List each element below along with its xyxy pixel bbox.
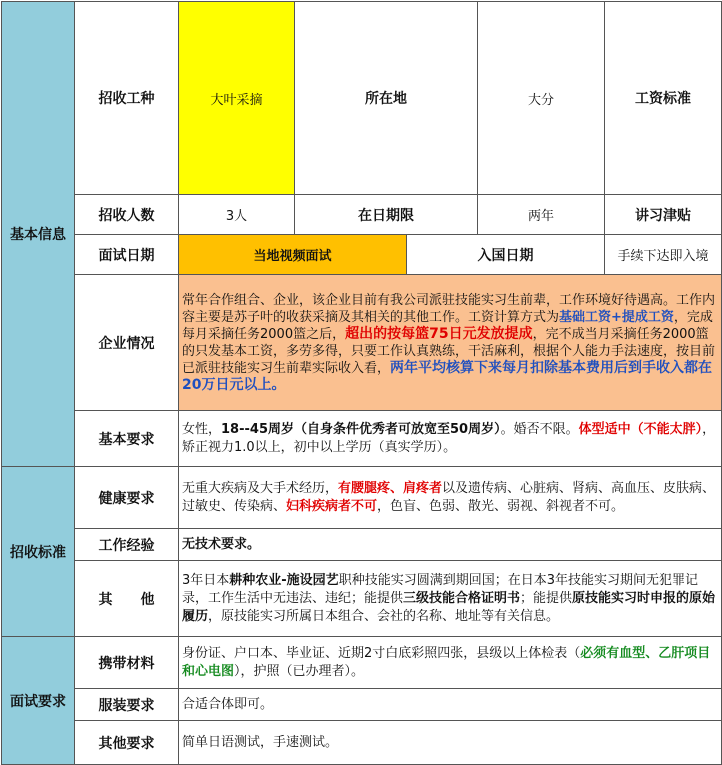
company-description: 常年合作组合、企业，该企业目前有我公司派驻技能实习生前辈，工作环境好待遇高。工作内容主要是苏子叶的收获采摘及其相关的其他工作。工资计算方式为基础工资+提成工资，完成每月采摘任务2000篮之后，超出的按每篮75日元发放提成，完不成当月采摘任务2000篮的只发基本工资，多劳多得，只要工作认真熟练，干活麻利，根据个人能力手法速度，按目前已派驻技能实习生前辈实际收入看，两年平均核算下来每月扣除基本费用后到手收入都在20万日元以上。 bbox=[179, 275, 722, 411]
other-req-value: 简单日语测试，手速测试。 bbox=[179, 721, 722, 765]
section-recruit-standard: 招收标准 bbox=[2, 467, 75, 637]
location-label: 所在地 bbox=[295, 2, 478, 195]
section-basic-info: 基本信息 bbox=[2, 2, 75, 467]
basic-req-label: 基本要求 bbox=[75, 411, 179, 467]
other-req-label: 其他要求 bbox=[75, 721, 179, 765]
section-interview-requirements: 面试要求 bbox=[2, 637, 75, 765]
term-value: 两年 bbox=[478, 195, 605, 235]
interview-date-label: 面试日期 bbox=[75, 235, 179, 275]
other-value: 3年日本耕种农业-施设园艺职种技能实习圆满到期回国；在日本3年技能实习期间无犯罪记录，工作生活中无违法、违纪；能提供三级技能合格证明书；能提供原技能实习时申报的原始履历，原技能实习所属日本组合、会社的名称、地址等有关信息。 bbox=[179, 561, 722, 637]
entry-date-value: 手续下达即入境 bbox=[605, 235, 722, 275]
company-label: 企业情况 bbox=[75, 275, 179, 411]
health-value: 无重大疾病及大手术经历，有腰腿疼、肩疼者以及遗传病、心脏病、肾病、高血压、皮肤病、过敏史、传染病、妇科疾病者不可，色盲、色弱、散光、弱视、斜视者不可。 bbox=[179, 467, 722, 529]
allowance-label: 讲习津贴 bbox=[605, 195, 722, 235]
recruit-count-label: 招收人数 bbox=[75, 195, 179, 235]
materials-label: 携带材料 bbox=[75, 637, 179, 689]
basic-req-value: 女性，18--45周岁（自身条件优秀者可放宽至50周岁）。婚否不限。体型适中（不能太胖），矫正视力1.0以上，初中以上学历（真实学历）。 bbox=[179, 411, 722, 467]
entry-date-label: 入国日期 bbox=[407, 235, 605, 275]
job-type-value: 大叶采摘 bbox=[179, 2, 295, 195]
experience-label: 工作经验 bbox=[75, 529, 179, 561]
job-info-table bbox=[1, 1, 722, 765]
clothing-value: 合适合体即可。 bbox=[179, 689, 722, 721]
experience-value: 无技术要求。 bbox=[179, 529, 722, 561]
clothing-label: 服装要求 bbox=[75, 689, 179, 721]
materials-value: 身份证、户口本、毕业证、近期2寸白底彩照四张，县级以上体检表（必须有血型、乙肝项目和心电图），护照（已办理者）。 bbox=[179, 637, 722, 689]
term-label: 在日期限 bbox=[295, 195, 478, 235]
health-label: 健康要求 bbox=[75, 467, 179, 529]
other-label: 其 他 bbox=[75, 561, 179, 637]
recruit-count-value: 3人 bbox=[179, 195, 295, 235]
wage-label: 工资标准 bbox=[605, 2, 722, 195]
location-value: 大分 bbox=[478, 2, 605, 195]
interview-date-value: 当地视频面试 bbox=[179, 235, 407, 275]
job-type-label: 招收工种 bbox=[75, 2, 179, 195]
